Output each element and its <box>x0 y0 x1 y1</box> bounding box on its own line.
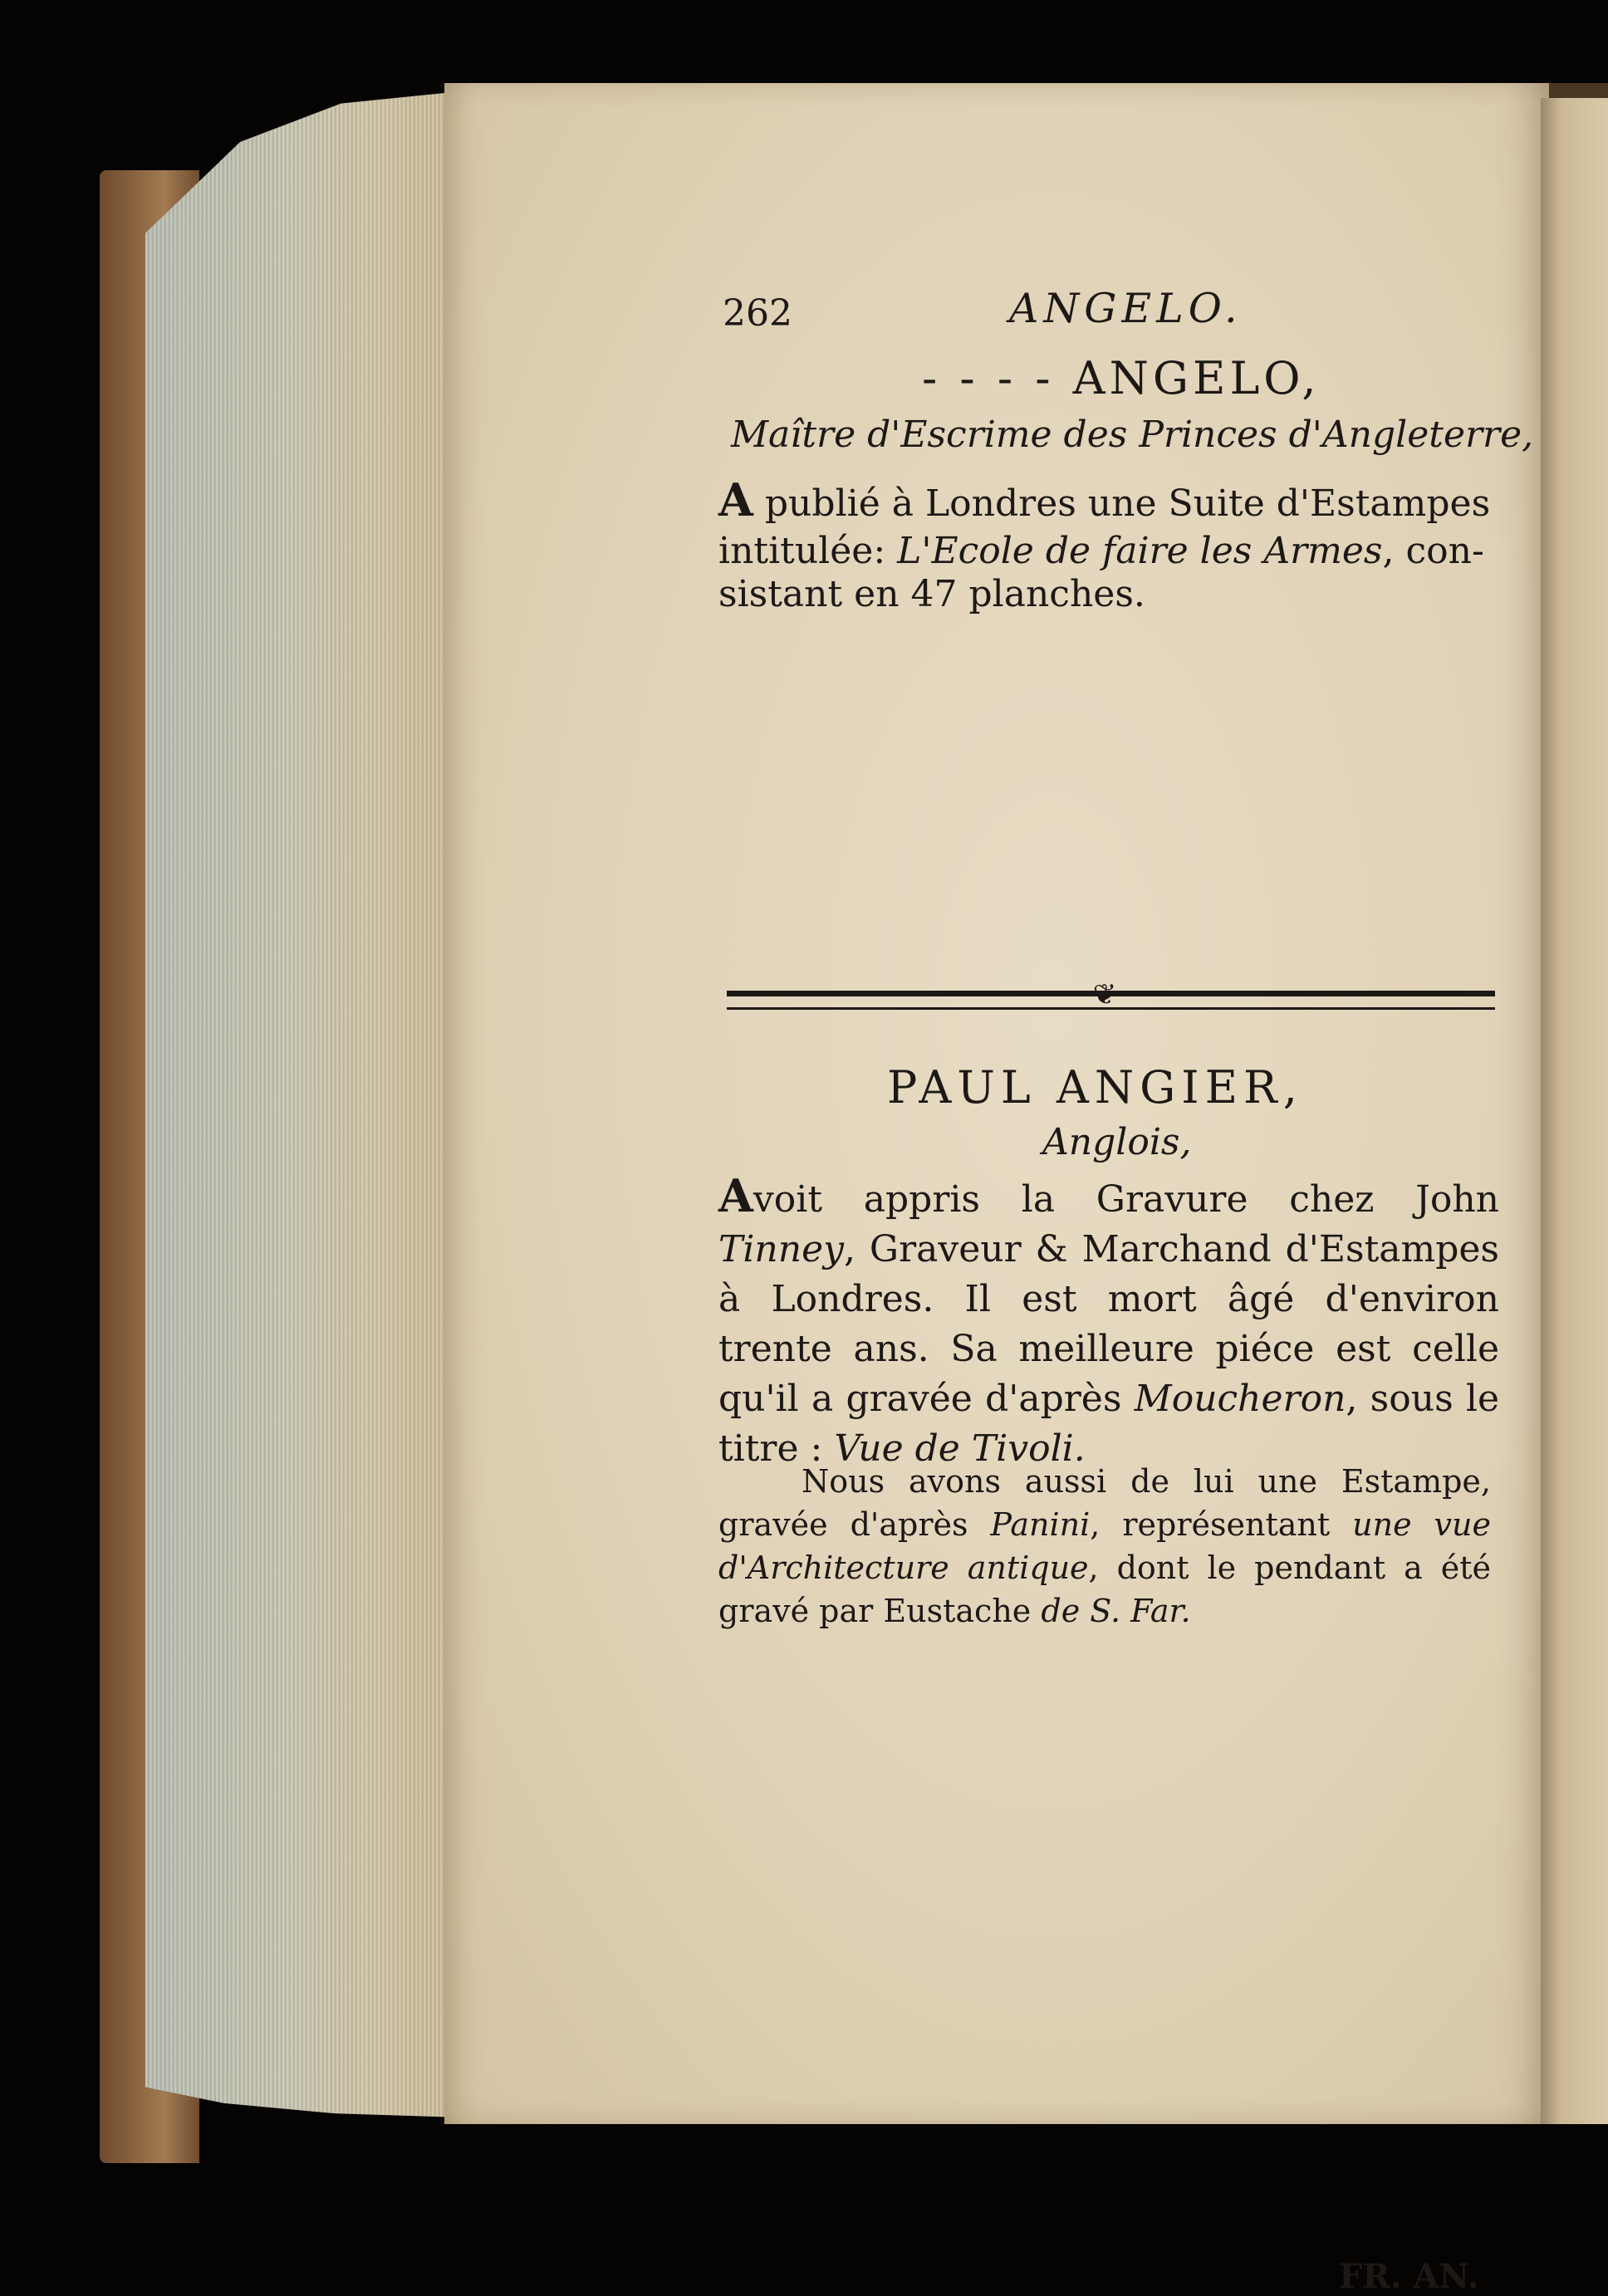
entry-text: , con- <box>1382 530 1484 572</box>
entry-text: sistant en 47 planches. <box>718 573 1145 615</box>
entry-text-line <box>718 473 1499 526</box>
page-number: 262 <box>723 292 792 335</box>
person-name: Panini <box>990 1506 1091 1543</box>
facing-page-edge <box>1541 98 1608 2124</box>
person-name: de S. Far. <box>1041 1593 1191 1629</box>
catchword: FR. AN. <box>1339 2257 1479 2296</box>
page-block-edges <box>145 91 461 2117</box>
entry-text: , représentant <box>1090 1506 1353 1543</box>
entry-text: , Graveur & Marchand d'Estampes à Londres. Il est mort âgé d'environ trente ans. Sa meilleure piéce est celle qu'il a gravée d'après <box>718 1228 1499 1420</box>
person-name: Tinney <box>718 1228 844 1270</box>
entry-note-paragraph <box>718 1460 1491 1633</box>
entry-text: , sous le titre : <box>718 1378 1500 1470</box>
entry-text: intitulée: <box>718 530 898 572</box>
drop-cap: A <box>718 473 753 526</box>
entry-subtitle-angier: Anglois, <box>1042 1121 1192 1163</box>
running-head: ANGELO. <box>1009 285 1243 332</box>
entry-heading-angelo: - - - - ANGELO, <box>922 352 1321 404</box>
entry-subtitle-angelo: Maître d'Escrime des Princes d'Angleterre, <box>731 414 1534 456</box>
rule-ornament-icon: ❦ <box>1092 978 1117 1011</box>
entry-text-line <box>718 530 1499 572</box>
drop-cap: A <box>718 1169 753 1222</box>
entry-text: voit appris la Gravure chez John <box>753 1178 1499 1221</box>
entry-heading-angier: PAUL ANGIER, <box>887 1061 1303 1114</box>
entry-text: , dont le pendant a été gravé par Eustache <box>718 1549 1491 1629</box>
work-title: L'Ecole de faire les Armes <box>897 530 1383 572</box>
entry-text-line <box>718 573 1499 615</box>
work-subject: une vue d'Architecture antique <box>718 1506 1491 1586</box>
entry-text: Nous avons aussi de lui une Estampe, gravée d'après <box>718 1463 1491 1543</box>
entry-text: publié à Londres une Suite d'Estampes <box>753 482 1491 525</box>
work-title: Vue de Tivoli. <box>834 1427 1086 1470</box>
person-name: Moucheron <box>1134 1378 1346 1420</box>
entry-paragraph <box>718 1171 1499 1474</box>
